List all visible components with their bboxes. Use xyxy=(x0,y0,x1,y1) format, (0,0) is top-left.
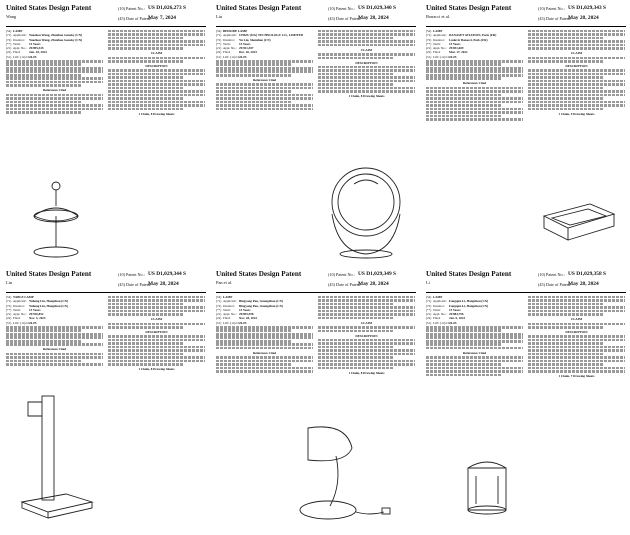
biblio-column: (54) LAMP (71) Applicant: DANASET AVIATION, Paris (FR) (72) Inventor: Ludovic Bonacci, Paris (FR) (**) Term: 15 Years (21) Appl. No.: 29/831,609 (22) Filed: Mar. 17, 2022 (51) LOC (14) Cl.26-05 References Cited xyxy=(426,29,523,122)
text-column xyxy=(318,29,415,99)
design-name: TABLE LAMP xyxy=(13,295,34,299)
applicant: Bingyang Pan, Guangzhou (CN) xyxy=(239,299,283,304)
text-column xyxy=(108,29,205,116)
patent-date-label: (45) Date of Patent: xyxy=(328,281,362,287)
patent-record xyxy=(216,270,416,528)
lamp-base xyxy=(34,247,78,257)
claim-title: CLAIM xyxy=(151,51,162,56)
patent-number-label: (10) Patent No.: xyxy=(118,5,145,11)
appl-no: 29/921,387 xyxy=(239,46,254,51)
patent-number-label: (10) Patent No.: xyxy=(538,271,565,277)
lamp-drawing xyxy=(446,446,522,526)
loc-class: 26-05 xyxy=(449,320,457,325)
inventor: Fangqun Li, Hangzhou (CN) xyxy=(449,303,489,308)
applicant: CHIZU (DG) TECHNOLOGY CO., LIMITED xyxy=(239,33,304,38)
drawing-sheets: 1 Claim, 8 Drawing Sheets xyxy=(138,367,175,372)
lamp-drawing-svg xyxy=(530,194,622,256)
appl-no: 29/831,609 xyxy=(449,46,464,51)
appl-no: 29/916,852 xyxy=(29,312,44,317)
patent-date: May 28, 2024 xyxy=(568,280,599,287)
lamp-drawing-svg xyxy=(446,446,522,526)
drawing-sheets: 1 Claim, 7 Drawing Sheets xyxy=(558,374,595,379)
loc-class: 26-05 xyxy=(449,54,457,59)
drawing-sheets: 1 Claim, 9 Drawing Sheets xyxy=(558,111,595,116)
drawing-sheets: 1 Claim, 8 Drawing Sheets xyxy=(138,111,175,116)
patent-number: US D1,029,340 S xyxy=(358,4,397,11)
appl-no: 29/884,796 xyxy=(449,312,464,317)
design-name: LAMP xyxy=(433,29,443,33)
patent-date: May 28, 2024 xyxy=(358,14,389,21)
term: 15 Years xyxy=(449,307,461,312)
patent-header xyxy=(6,4,206,27)
patent-header xyxy=(426,270,626,293)
claim-title: CLAIM xyxy=(571,51,582,56)
filed-date: Mar. 17, 2022 xyxy=(449,50,468,55)
loc-class: 26-05 xyxy=(239,320,247,325)
patent-title: United States Design Patent xyxy=(216,4,302,12)
term: 15 Years xyxy=(449,41,461,46)
references-title: References Cited xyxy=(42,347,67,352)
appl-no: 29/895,545 xyxy=(29,46,44,51)
design-name: LAMP xyxy=(13,29,23,33)
drawing-sheets: 1 Claim, 8 Drawing Sheets xyxy=(348,94,385,99)
inventor: Ludovic Bonacci, Paris (FR) xyxy=(449,37,488,42)
patent-inventor-header: Lin xyxy=(6,280,13,285)
biblio-column: (54) LAMP (71) Applicant: Fangqun Li, Hangzhou (CN) (72) Inventor: Fangqun Li, Hangzhou (CN) (**) Term: 15 Years (21) Appl. No.: 29/884,796 (22) Filed: Jan. 6, 2023 (51) LOC (14) Cl.26-05 References Cited xyxy=(426,295,523,377)
description-title: DESCRIPTION xyxy=(145,330,168,335)
description-title: DESCRIPTION xyxy=(565,64,588,69)
text-column xyxy=(528,29,625,116)
patent-number-label: (10) Patent No.: xyxy=(118,271,145,277)
claim-title: CLAIM xyxy=(361,320,372,325)
biblio-column: (54) BEDSIDE LAMP (71) Applicant: CHIZU (DG) TECHNOLOGY CO., LIMITED (72) Inventor: Yu Liu, Shenzhen (CN) (**) Term: 15 Years (21) Appl. No.: 29/921,387 (22) Filed: Dec. 20, 2023 (51) LOC (14) Cl.26-05 References Cited xyxy=(216,29,313,111)
filed-date: Nov. 28, 2022 xyxy=(239,316,258,321)
loc-class: 26-05 xyxy=(29,320,37,325)
patent-record xyxy=(6,4,206,262)
term: 15 Years xyxy=(239,41,251,46)
patent-inventor-header: Liu xyxy=(216,14,223,19)
applicant: Yuheng Lin, Hangzhou (CN) xyxy=(29,299,69,304)
loc-class: 26-05 xyxy=(239,54,247,59)
term: 15 Years xyxy=(29,41,41,46)
patent-header xyxy=(216,270,416,293)
term: 15 Years xyxy=(239,307,251,312)
lamp-drawing xyxy=(286,420,396,526)
patent-date: May 28, 2024 xyxy=(148,280,179,287)
lamp-drawing xyxy=(8,160,104,260)
text-column xyxy=(108,295,205,372)
patent-number: US D1,029,343 S xyxy=(568,4,607,11)
patent-inventor-header: Bonacci et al. xyxy=(426,14,451,19)
design-name: LAMP xyxy=(223,295,233,299)
lamp-drawing-svg xyxy=(8,160,104,260)
lamp-drawing-svg xyxy=(320,154,412,260)
text-column xyxy=(528,295,625,379)
lamp-drawing xyxy=(8,390,104,526)
text-column xyxy=(318,295,415,375)
patent-record xyxy=(426,270,626,528)
patent-date-label: (45) Date of Patent: xyxy=(118,281,152,287)
patent-record xyxy=(6,270,206,528)
filed-date: Jan. 6, 2023 xyxy=(449,316,466,321)
patent-inventor-header: Pan et al. xyxy=(216,280,233,285)
inventor: Yuezhou Wang, Zhuzhou Gonsky (CN) xyxy=(29,37,83,42)
lamp-drawing xyxy=(530,194,622,256)
description-title: DESCRIPTION xyxy=(565,330,588,335)
filed-date: Dec. 20, 2023 xyxy=(239,50,257,55)
references-title: References Cited xyxy=(252,78,277,82)
references-title: References Cited xyxy=(42,88,67,93)
claim-title: CLAIM xyxy=(571,317,582,322)
claim-title: CLAIM xyxy=(151,317,162,322)
patent-date-label: (45) Date of Patent: xyxy=(538,15,572,21)
patent-header xyxy=(216,4,416,27)
patent-title: United States Design Patent xyxy=(426,270,512,278)
patent-date-label: (45) Date of Patent: xyxy=(538,281,572,287)
description-title: DESCRIPTION xyxy=(355,333,378,338)
biblio-column: (54) LAMP (71) Applicant: Yuezhou Wang, Zhuzhou Gonsky (CN) (72) Inventor: Yuezhou Wang, Zhuzhou Gonsky (CN) (**) Term: 15 Years (21) Appl. No.: 29/895,545 (22) Filed: Jun. 18, 2023 (51) LOC (14) Cl.26-05 References Cited xyxy=(6,29,103,115)
patent-record xyxy=(216,4,416,262)
patent-title: United States Design Patent xyxy=(216,270,302,278)
design-name: LAMP xyxy=(433,295,443,299)
patent-date: May 28, 2024 xyxy=(358,280,389,287)
patent-date-label: (45) Date of Patent: xyxy=(118,15,152,21)
references-title: References Cited xyxy=(462,350,487,355)
inventor: Bingyang Pan, Guangzhou (CN) xyxy=(239,303,283,308)
patent-number-label: (10) Patent No.: xyxy=(328,5,355,11)
lamp-drawing-svg xyxy=(8,390,104,526)
patent-title: United States Design Patent xyxy=(6,270,92,278)
patent-number: US D1,026,273 S xyxy=(148,4,187,11)
description-title: DESCRIPTION xyxy=(145,64,168,69)
filed-date: Nov. 3, 2023 xyxy=(29,316,46,321)
patent-number-label: (10) Patent No.: xyxy=(538,5,565,11)
description-title: DESCRIPTION xyxy=(355,60,378,65)
patent-header xyxy=(426,4,626,27)
lamp-drawing-svg xyxy=(286,420,396,526)
patent-number: US D1,029,344 S xyxy=(148,270,187,277)
patent-record xyxy=(426,4,626,262)
inventor: Yuheng Lin, Hangzhou (CN) xyxy=(29,303,69,308)
patent-title: United States Design Patent xyxy=(426,4,512,12)
appl-no: 29/855,598 xyxy=(239,312,254,317)
patent-date: May 28, 2024 xyxy=(568,14,599,21)
patent-inventor-header: Wang xyxy=(6,14,17,19)
patent-date: May 7, 2024 xyxy=(148,14,176,21)
applicant: DANASET AVIATION, Paris (FR) xyxy=(449,33,497,38)
patent-header xyxy=(6,270,206,293)
filed-date: Jun. 18, 2023 xyxy=(29,50,47,55)
applicant: Fangqun Li, Hangzhou (CN) xyxy=(449,299,489,304)
references-title: References Cited xyxy=(252,350,277,355)
patent-date-label: (45) Date of Patent: xyxy=(328,15,362,21)
drawing-sheets: 1 Claim, 8 Drawing Sheets xyxy=(348,370,385,375)
inventor: Yu Liu, Shenzhen (CN) xyxy=(239,37,271,42)
patent-number: US D1,029,358 S xyxy=(568,270,607,277)
biblio-column: (54) TABLE LAMP (71) Applicant: Yuheng Lin, Hangzhou (CN) (72) Inventor: Yuheng Lin, Hangzhou (CN) (**) Term: 15 Years (21) Appl. No.: 29/916,852 (22) Filed: Nov. 3, 2023 (51) LOC (14) Cl.26-05 References Cited xyxy=(6,295,103,367)
term: 15 Years xyxy=(29,307,41,312)
lamp-drawing xyxy=(320,154,412,260)
patent-number-label: (10) Patent No.: xyxy=(328,271,355,277)
patent-number: US D1,029,349 S xyxy=(358,270,397,277)
biblio-column: (54) LAMP (71) Applicant: Bingyang Pan, Guangzhou (CN) (72) Inventor: Bingyang Pan, Guangzhou (CN) (**) Term: 15 Years (21) Appl. No.: 29/855,598 (22) Filed: Nov. 28, 2022 (51) LOC (14) Cl.26-05 References Cited xyxy=(216,295,313,374)
patent-title: United States Design Patent xyxy=(6,4,92,12)
applicant: Yuezhou Wang, Zhuzhou Gonsky (CN) xyxy=(29,33,83,38)
loc-class: 26-05 xyxy=(29,54,37,59)
references-title: References Cited xyxy=(462,81,487,86)
patent-inventor-header: Li xyxy=(426,280,430,285)
design-name: BEDSIDE LAMP xyxy=(223,29,248,33)
claim-title: CLAIM xyxy=(361,47,372,52)
